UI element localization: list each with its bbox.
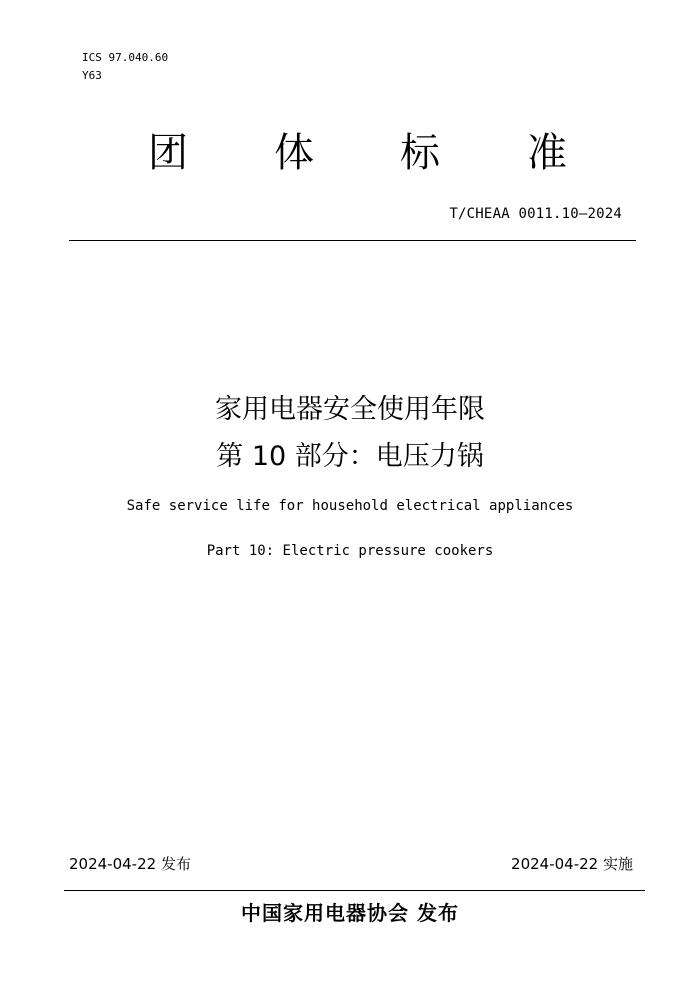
- standard-number: T/CHEAA 0011.10—2024: [449, 206, 622, 222]
- standard-type-char: 团: [148, 130, 188, 176]
- issuer: 中国家用电器协会 发布: [241, 901, 459, 925]
- title-en-line1: Safe service life for household electrical appliances: [126, 498, 574, 514]
- title-en-line2: Part 10: Electric pressure cookers: [206, 543, 494, 559]
- title-cn-line2: 第 10 部分：电压力锅: [216, 441, 484, 472]
- standard-type-heading: [0, 130, 700, 183]
- implement-date: 2024-04-22 实施: [511, 855, 633, 873]
- ics-code: ICS 97.040.60: [82, 51, 169, 64]
- header-divider: [69, 240, 636, 241]
- standard-type-char: 体: [274, 130, 314, 176]
- publish-date: 2024-04-22 发布: [69, 855, 191, 873]
- standard-type-char: 标: [400, 130, 440, 176]
- footer-divider: [64, 890, 645, 891]
- standard-type-char: 准: [527, 130, 567, 176]
- title-cn-line1: 家用电器安全使用年限: [215, 394, 485, 425]
- ccs-code: Y63: [82, 69, 102, 82]
